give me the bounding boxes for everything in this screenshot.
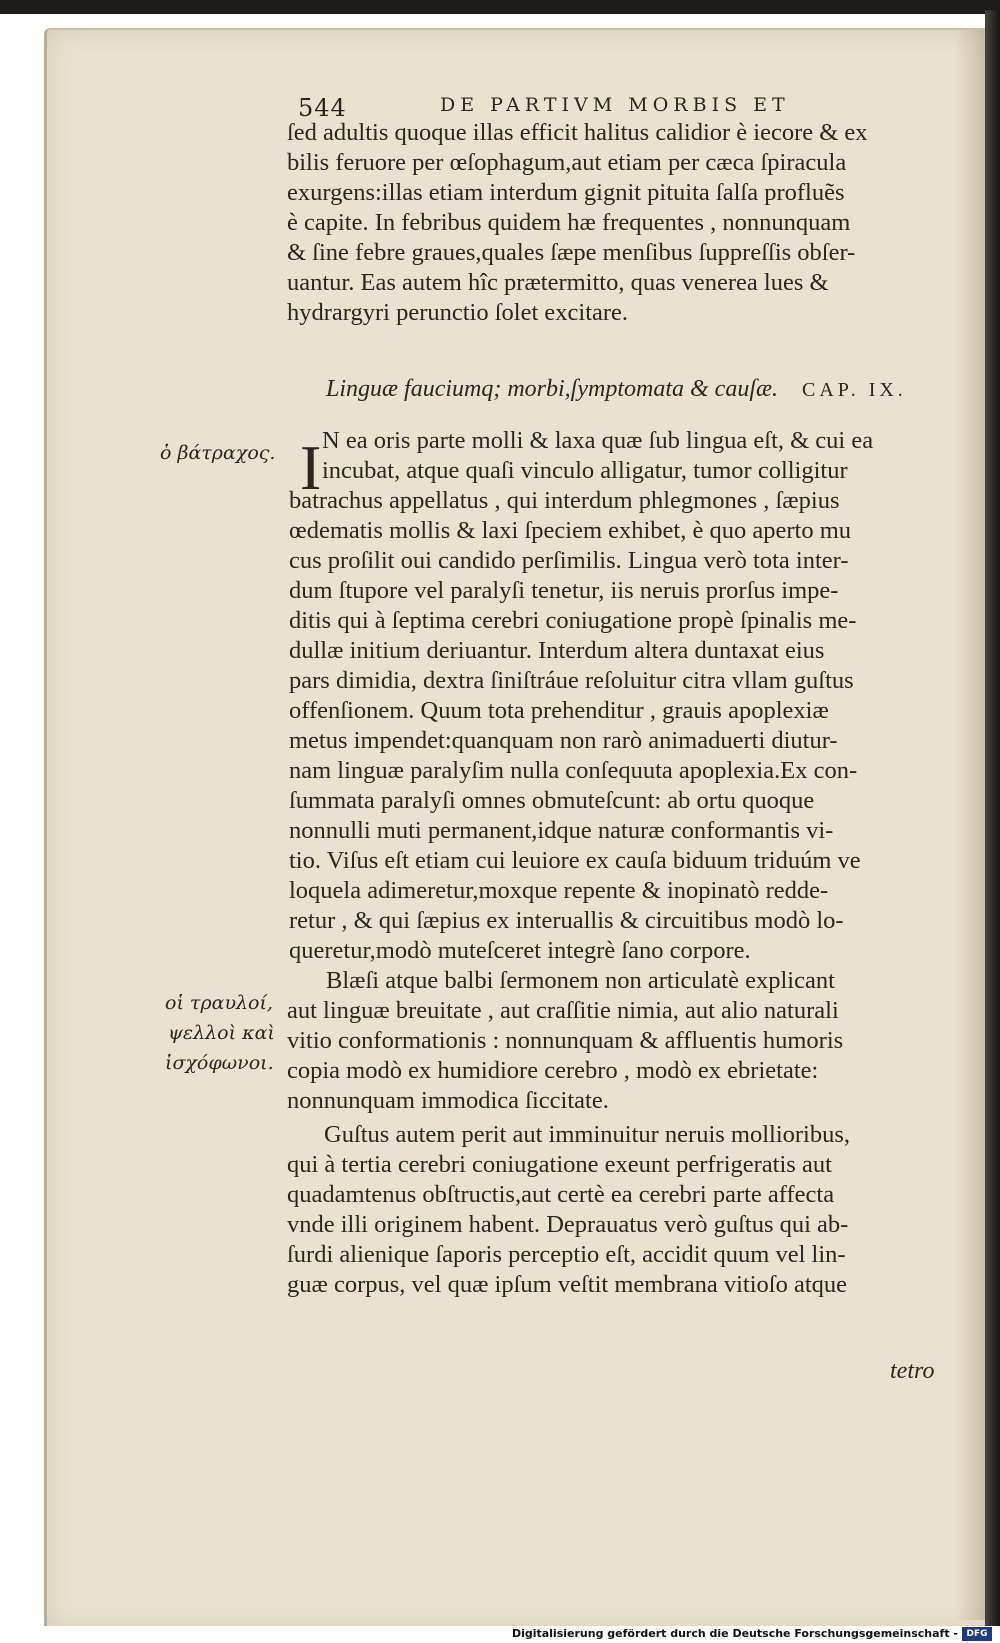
text-line: hydrargyri perunctio ſolet excitare. xyxy=(287,299,629,326)
text-line: Blæſi atque balbi ſermonem non articulatè explicant xyxy=(326,967,835,994)
text-line: dullæ initium deriuantur. Interdum altera duntaxat eius xyxy=(289,637,825,664)
text-line: ditis qui à ſeptima cerebri coniugatione propè ſpinalis me- xyxy=(289,607,857,634)
margin-note: ψελλοὶ καὶ xyxy=(168,1022,275,1044)
text-line: & ſine febre graues,quales ſæpe menſibus ſuppreſſis obſer- xyxy=(287,239,856,266)
chapter-title: Linguæ fauciumq; morbi,ſymptomata & cauſæ. xyxy=(326,376,778,402)
text-line: uantur. Eas autem hîc prætermitto, quas venerea lues & xyxy=(287,269,829,296)
text-line: N ea oris parte molli & laxa quæ ſub lingua eſt, & cui ea xyxy=(322,427,874,454)
text-line: batrachus appellatus , qui interdum phlegmones , ſæpius xyxy=(289,487,840,514)
text-line: loquela adimeretur,moxque repente & inopinatò redde- xyxy=(289,877,829,904)
running-head: DE PARTIVM MORBIS ET xyxy=(440,94,790,116)
text-line: dum ſtupore vel paralyſi tenetur, iis neruis prorſus impe- xyxy=(289,577,839,604)
text-line: cus proſilit oui candido perſimilis. Lingua verò tota inter- xyxy=(289,547,849,574)
text-line: quadamtenus obſtructis,aut certè ea cerebri parte affecta xyxy=(287,1181,835,1208)
text-line: vitio conformationis : nonnunquam & affluentis humoris xyxy=(287,1027,844,1054)
page-number: 544 xyxy=(298,94,347,122)
text-line: qui à tertia cerebri coniugatione exeunt perfrigeratis aut xyxy=(287,1151,832,1178)
text-line: œdematis mollis & laxi ſpeciem exhibet, è quo aperto mu xyxy=(289,517,852,544)
text-line: bilis feruore per œſophagum,aut etiam per cæca ſpiracula xyxy=(287,149,847,176)
text-line: Guſtus autem perit aut imminuitur neruis mollioribus, xyxy=(324,1121,851,1148)
dfg-logo: DFG xyxy=(962,1627,992,1641)
scan-top-edge xyxy=(0,0,1000,14)
text-line: guæ corpus, vel quæ ipſum veſtit membrana vitioſo atque xyxy=(287,1271,848,1298)
gutter-shadow xyxy=(955,30,985,1620)
chapter-heading xyxy=(326,376,907,403)
chapter-label: CAP. IX. xyxy=(802,379,907,401)
text-line: ſummata paralyſi omnes obmuteſcunt: ab ortu quoque xyxy=(289,787,815,814)
margin-note: ἰσχόφωνοι. xyxy=(165,1052,274,1074)
text-line: vnde illi originem habent. Deprauatus verò guſtus qui ab- xyxy=(287,1211,849,1238)
text-line: copia modò ex humidiore cerebro , modò ex ebrietate: xyxy=(287,1057,819,1084)
text-line: offenſionem. Quum tota prehenditur , grauis apoplexiæ xyxy=(289,697,829,724)
digitization-footer xyxy=(0,1626,1000,1643)
text-line: nonnunquam immodica ſiccitate. xyxy=(287,1087,609,1114)
text-line: metus impendet:quanquam non rarò animaduerti diutur- xyxy=(289,727,838,754)
text-line: è capite. In febribus quidem hæ frequentes , nonnunquam xyxy=(287,209,851,236)
text-line: aut linguæ breuitate , aut craſſitie nimia, aut alio naturali xyxy=(287,997,839,1024)
text-line: queretur,modò muteſceret integrè ſano corpore. xyxy=(289,937,751,964)
text-line: nam linguæ paralyſim nulla conſequuta apoplexia.Ex con- xyxy=(289,757,858,784)
text-line: tio. Viſus eſt etiam cui leuiore ex cauſa biduum triduúm ve xyxy=(289,847,861,874)
funding-notice: Digitalisierung gefördert durch die Deutsche Forschungsgemeinschaft - xyxy=(511,1627,958,1640)
text-line: retur , & qui ſæpius ex interuallis & circuitibus modò lo- xyxy=(289,907,844,934)
margin-note: ὁ βάτραχος. xyxy=(160,442,276,464)
text-line: incubat, atque quaſi vinculo alligatur, tumor colligitur xyxy=(322,457,848,484)
catchword: tetro xyxy=(890,1358,935,1384)
drop-cap-initial: I xyxy=(300,432,322,503)
text-line: nonnulli muti permanent,idque naturæ conformantis vi- xyxy=(289,817,834,844)
text-line: exurgens:illas etiam interdum gignit pituita ſalſa profluẽs xyxy=(287,179,845,206)
text-line: ſed adultis quoque illas efficit halitus calidior è iecore & ex xyxy=(287,119,868,146)
margin-note: οἱ τραυλοί, xyxy=(165,992,273,1014)
text-line: ſurdi alienique ſaporis perceptio eſt, accidit quum vel lin- xyxy=(287,1241,846,1268)
text-line: pars dimidia, dextra ſiniſtráue reſoluitur citra vllam guſtus xyxy=(289,667,854,694)
scan-right-edge xyxy=(985,10,1000,1630)
